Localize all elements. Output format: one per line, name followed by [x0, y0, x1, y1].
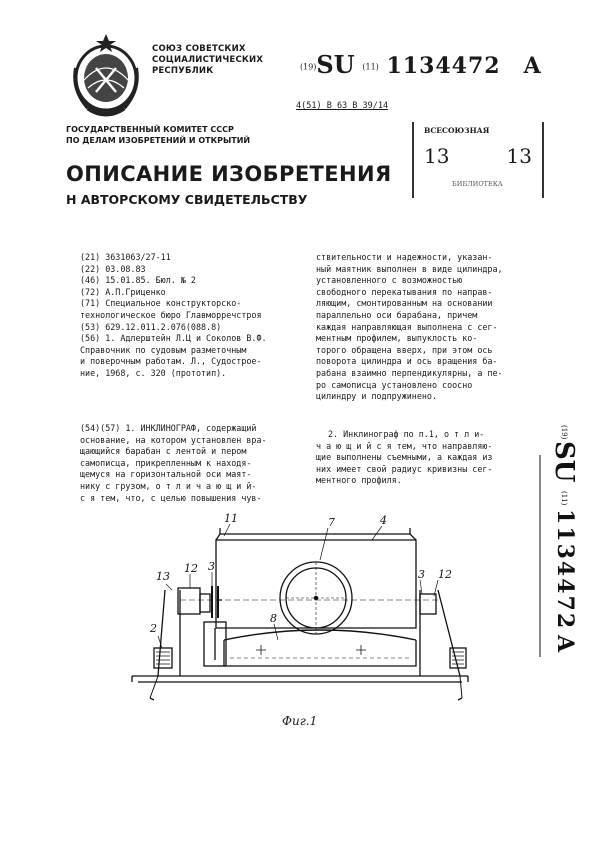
biblio-line: технологическое бюро Главморречстроя [80, 309, 262, 320]
figure-label: 12 [184, 562, 198, 575]
biblio-line: Справочник по судовым разметочным [80, 344, 247, 355]
document-subtitle: Н АВТОРСКОМУ СВИДЕТЕЛЬСТВУ [66, 192, 308, 207]
claim-line: свободного перекатывания по направ- [316, 286, 493, 297]
claim-line: ный маятник выполнен в виде цилиндра, [316, 263, 503, 274]
biblio-line: ние, 1968, с. 320 (прототип). [80, 367, 227, 378]
committee-line: ПО ДЕЛАМ ИЗОБРЕТЕНИЙ И ОТКРЫТИЙ [66, 136, 251, 145]
claim-line: торого обращена вверх, при этом ось [316, 344, 493, 355]
claim-line: ч а ю щ и й с я тем, что направляю- [316, 440, 493, 451]
claim-line: ствительности и надежности, указан- [316, 252, 493, 262]
country-code: (19) [300, 62, 317, 72]
committee [66, 124, 250, 146]
claim-line: рабана взаимно перпендикулярны, а пе- [316, 367, 503, 378]
bibliographic-data [80, 252, 300, 380]
stamp-bottom: БИБЛИОТЕКА [452, 180, 503, 188]
kind-code: A [523, 53, 541, 79]
patent-number-block [300, 50, 541, 79]
claim-2 [316, 429, 526, 487]
biblio-line: (53) 629.12.011.2.076(088.8) [80, 321, 222, 332]
claim-line: щемуся на горизонтальной оси маят- [80, 469, 252, 480]
figure-label: 3 [418, 568, 425, 581]
side-number: 1134472 [552, 509, 578, 631]
stamp-number-left: 13 [424, 144, 450, 168]
country: SU [316, 50, 355, 79]
biblio-line: (56) 1. Адлерштейн Л.Ц и Соколов В.Ф. [80, 333, 267, 344]
claim-line: параллельно оси барабана, причем [316, 309, 478, 320]
claim-line: основание, на котором установлен вра- [80, 434, 267, 445]
biblio-line: (21) 3631063/27-11 [80, 252, 171, 262]
claim-line: установленного с возможностью [316, 275, 463, 286]
claim-1 [80, 423, 304, 504]
ipc-class: 4(51) В 63 В 39/14 [296, 101, 389, 111]
claim-line: ро самописца установлено соосно [316, 379, 473, 390]
figure-label: 3 [208, 560, 215, 573]
claim-line: ляющим, смонтированным на основании [316, 298, 493, 309]
issuer-line: РЕСПУБЛИК [152, 66, 214, 76]
biblio-line: и поверочным работам. Л., Судострое- [80, 356, 262, 367]
biblio-line: (72) А.П.Гриценко [80, 286, 166, 297]
side-patent-number [534, 425, 579, 660]
patent-number: 1134472 [386, 53, 501, 79]
figure-label: 8 [270, 612, 277, 625]
stamp-top: ВСЕСОЮЗНАЯ [424, 126, 490, 135]
side-country-code: (19) [560, 425, 568, 440]
claim-line: щающийся барабан с лентой и пером [80, 446, 247, 457]
claim-line: самописца, прикрепленным к находя- [80, 457, 252, 468]
figure-caption: Фиг.1 [282, 714, 318, 728]
number-code: (11) [362, 62, 379, 72]
claim-line: ментным профилем, выпуклость ко- [316, 333, 478, 344]
claim-line: цилиндру и подпружинено. [316, 391, 438, 402]
claim-line: них имеет свой радиус кривизны сег- [316, 463, 493, 474]
side-kind: A [552, 635, 578, 653]
claim-line: 2. Инклинограф по п.1, о т л и- [328, 429, 485, 439]
claim-line: с я тем, что, с целью повышения чув- [80, 492, 262, 503]
biblio-line: (22) 03.08.83 [80, 263, 146, 274]
biblio-line: (71) Специальное конструкторско- [80, 298, 242, 309]
stamp-number-right: 13 [506, 144, 532, 168]
claim-line: ментного профиля. [316, 475, 402, 486]
claim-1-continued [316, 252, 526, 403]
library-stamp [412, 122, 544, 198]
claim-line: поворота цилиндра и ось вращения ба- [316, 356, 498, 367]
biblio-line: (46) 15.01.85. Бюл. № 2 [80, 275, 196, 286]
figure-label: 11 [224, 512, 238, 525]
ussr-emblem [66, 28, 146, 122]
issuer-line: СОЮЗ СОВЕТСКИХ [152, 44, 246, 54]
figure-label: 13 [156, 570, 170, 583]
committee-line: ГОСУДАРСТВЕННЫЙ КОМИТЕТ СССР [66, 125, 234, 134]
figure-label: 2 [150, 622, 157, 635]
inclinograph-drawing [120, 500, 480, 710]
figure-label: 4 [380, 514, 387, 527]
claim-line: каждая направляющая выполнена с сег- [316, 321, 498, 332]
side-number-code: (11) [560, 491, 568, 506]
claim-line: щие выполнены съемными, а каждая из [316, 452, 493, 463]
document-title: ОПИСАНИЕ ИЗОБРЕТЕНИЯ [66, 162, 392, 186]
side-country: SU [549, 441, 579, 483]
figure-label: 12 [438, 568, 452, 581]
issuer-line: СОЦИАЛИСТИЧЕСКИХ [152, 55, 264, 65]
issuer-name [152, 44, 263, 77]
claim-line: нику с грузом, о т л и ч а ю щ и й- [80, 480, 257, 491]
figure-label: 7 [328, 516, 335, 529]
claim-line: (54)(57) 1. ИНКЛИНОГРАФ, содержащий [80, 423, 257, 433]
